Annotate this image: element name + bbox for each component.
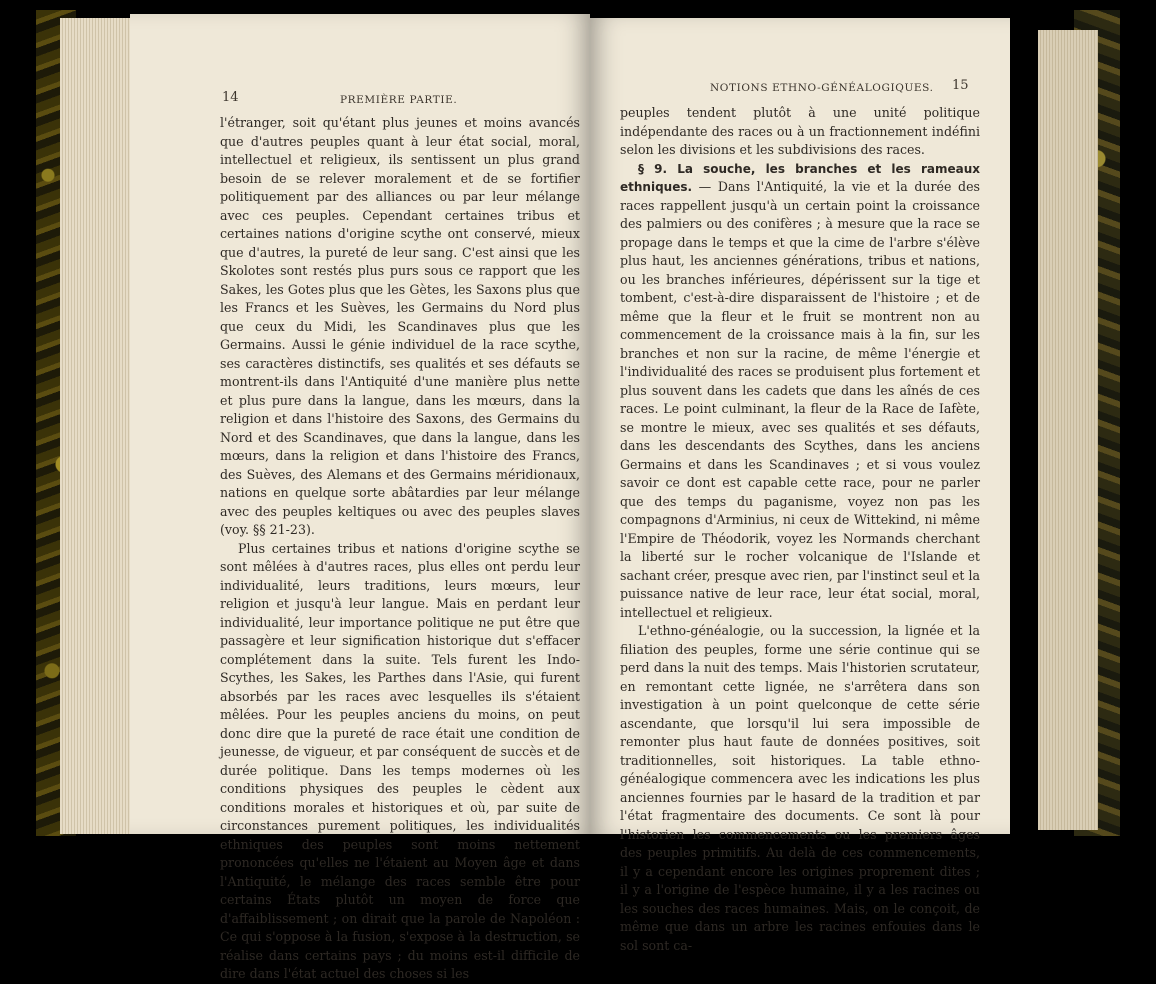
page-edges-right <box>1038 30 1098 830</box>
right-page-text <box>620 104 980 955</box>
section-paragraph <box>620 160 980 623</box>
section-body: — Dans l'Antiquité, la vie et la durée des races rappellent jusqu'à un certain point la croissance des palmiers ou des conifères ; à mesure que la race se propage dans le temps et que la cime de l'arbre s'élève plus haut, les anciennes générations, tribus et nations, ou les branches inférieures, dépérissent sur la tige et tombent, c'est-à-dire disparaissent de l'histoire ; et de même que la fleur et le fruit se montrent non au commencement de la croissance mais à la fin, sur les branches et non sur la racine, de même l'énergie et l'individualité des races se produisent plus fortement et plus souvent dans les cadets que dans les aînés de ces races. Le point culminant, la fleur de la Race de Iafète, se montre le mieux, avec ses qualités et ses défauts, dans les descendants des Scythes, dans les anciens Germains et dans les Scandinaves ; et si vous voulez savoir ce dont est capable cette race, pour ne parler que des temps du paganisme, voyez non pas les compagnons d'Arminius, ni ceux de Wittekind, ni même l'Empire de Théodorik, voyez les Normands cherchant la liberté sur le rocher volcanique de l'Islande et sachant créer, presque avec rien, par l'instinct seul et la puissance native de leur race, leur état social, moral, intellectuel et religieux. <box>620 179 980 620</box>
page-number: 14 <box>222 90 239 105</box>
paragraph: peuples tendent plutôt à une unité politique indépendante des races ou à un fractionnement indéfini selon les divisions et les subdivisions des races. <box>620 105 980 157</box>
left-page-text <box>220 114 580 984</box>
left-page <box>130 14 590 981</box>
running-head: PREMIÈRE PARTIE. <box>340 94 458 106</box>
paragraph: L'ethno-généalogie, ou la succession, la lignée et la filiation des peuples, forme une série continue qui se perd dans la nuit des temps. Mais l'historien scrutateur, en remontant cette lignée, ne s'arrêtera dans son investigation à un point quelconque de cette série ascendante, que lorsqu'il lui sera impossible de remonter plus haut faute de données positives, soit traditionnelles, soit historiques. La table ethno-généalogique commencera avec les indications les plus anciennes fournies par le hasard de la tradition et par l'état fragmentaire des documents. Ce sont là pour l'historien les commencements ou les premiers âges des peuples primitifs. Au delà de ces commencements, il y a cependant encore les origines proprement dites ; il y a l'origine de l'espèce humaine, il y a les racines ou les souches des races humaines. Mais, on le conçoit, de même que dans un arbre les racines enfouies dans le sol sont ca- <box>620 623 980 953</box>
paragraph: Plus certaines tribus et nations d'origine scythe se sont mêlées à d'autres races, plus elles ont perdu leur individualité, leurs traditions, leurs mœurs, leur religion et jusqu'à leur langue. Mais en perdant leur individualité, leur importance politique ne put être que passagère et leur signification historique dut s'effacer complétement dans la suite. Tels furent les Indo-Scythes, les Sakes, les Parthes dans l'Asie, qui furent absorbés par les races avec lesquelles ils s'étaient mêlées. Pour les peuples anciens du moins, on peut donc dire que la pureté de race était une condition de jeunesse, de vigueur, et par conséquent de succès et de durée politique. Dans les temps modernes où les conditions physiques des peuples le cèdent aux conditions morales et historiques et où, par suite de circonstances purement politiques, les individualités ethniques des peuples sont moins nettement prononcées qu'elles ne l'étaient au Moyen âge et dans l'Antiquité, le mélange des races semble être pour certains États plutôt un moyen de force que d'affaiblissement ; on dirait que la parole de Napoléon : Ce qui s'oppose à la fusion, s'expose à la destruction, se réalise dans certains pays ; du moins est-il difficile de dire dans l'état actuel des choses si les <box>220 540 580 981</box>
page-number: 15 <box>952 78 969 93</box>
section-heading: § 9. La souche, les branches et les rameaux ethniques. <box>620 161 980 194</box>
paragraph: l'étranger, soit qu'étant plus jeunes et moins avancés que d'autres peuples quant à leur état social, moral, intellectuel et religieux, ils sentissent un plus grand besoin de se relever moralement et de se fortifier politiquement par des alliances ou par leur mélange avec ces peuples. Cependant certaines tribus et certaines nations d'origine scythe ont conservé, mieux que d'autres, la pureté de leur sang. C'est ainsi que les Skolotes sont restés plus purs sous ce rapport que les Sakes, les Gotes plus que les Gètes, les Saxons plus que les Francs et les Suèves, les Germains du Nord plus que ceux du Midi, les Scandinaves plus que les Germains. Aussi le génie individuel de la race scythe, ses caractères distinctifs, ses qualités et ses défauts se montrent-ils dans l'Antiquité d'une manière plus nette et plus pure dans la langue, dans les mœurs, dans la religion et dans l'histoire des Saxons, des Germains du Nord et des Scandinaves, que dans la langue, dans les mœurs, dans la religion et dans l'histoire des Francs, des Suèves, des Alemans et des Germains méridionaux, nations en quelque sorte abâtardies par leur mélange avec des peuples keltiques ou avec des peuples slaves (voy. §§ 21-23). <box>220 115 580 537</box>
page-edges-left <box>60 18 140 834</box>
right-page <box>590 18 1010 953</box>
running-head: NOTIONS ETHNO-GÉNÉALOGIQUES. <box>710 82 934 94</box>
